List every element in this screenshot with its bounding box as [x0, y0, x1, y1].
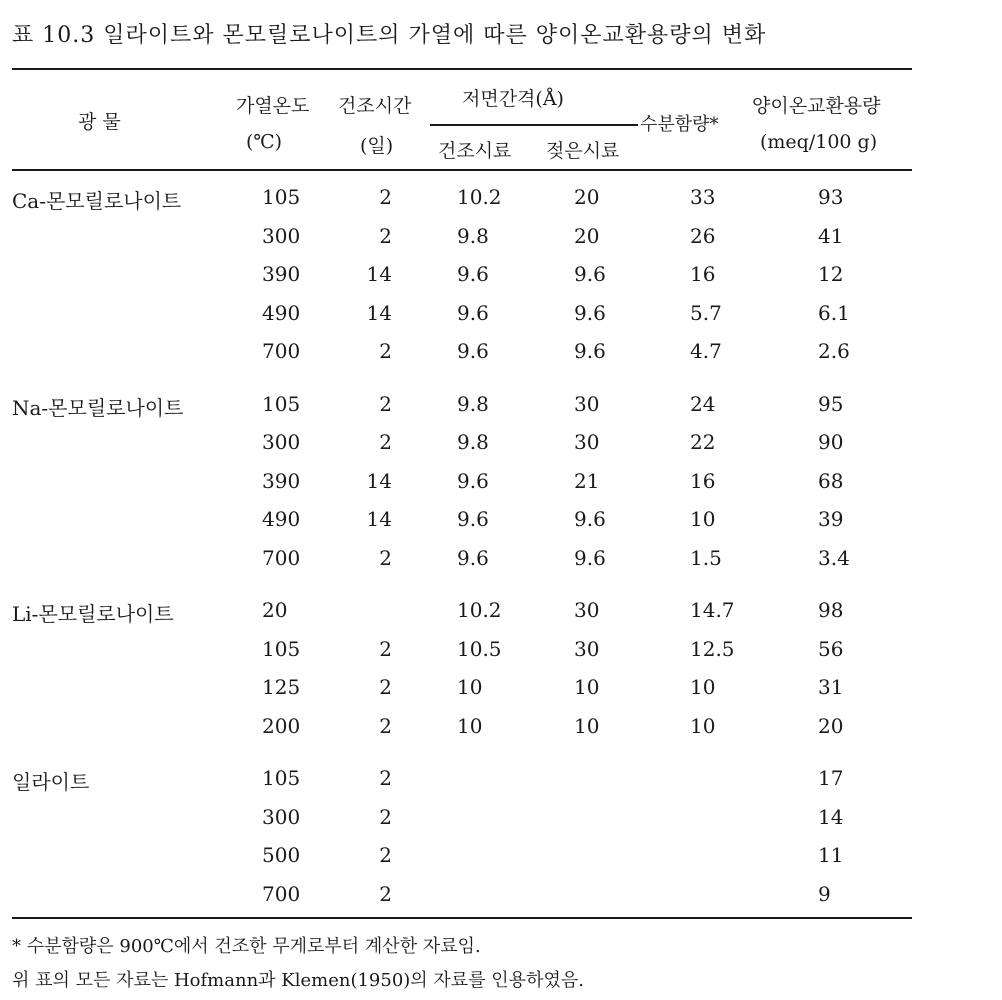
cell-wet: 30	[574, 598, 600, 622]
cell-cec: 20	[818, 713, 844, 738]
cell-time: 2	[379, 185, 392, 209]
cell-temp: 300	[262, 430, 301, 454]
cell-moisture: 33	[690, 185, 716, 209]
header-time-line1: 건조시간	[338, 95, 412, 117]
cell-moisture: 12.5	[690, 636, 735, 661]
mineral-label: 일라이트	[12, 770, 90, 794]
footnote-source: 위 표의 모든 자료는 Hofmann과 Klemen(1950)의 자료를 인용하였음.	[12, 970, 584, 991]
cell-temp: 125	[262, 675, 301, 699]
cell-temp: 105	[262, 766, 301, 790]
cell-wet: 9.6	[574, 545, 606, 570]
cell-cec: 41	[818, 223, 844, 248]
header-wet-sample: 젖은시료	[546, 140, 620, 162]
cell-temp: 500	[262, 843, 301, 867]
cell-time: 14	[366, 262, 392, 286]
cell-moisture: 1.5	[690, 545, 722, 570]
cell-moisture: 4.7	[690, 339, 722, 363]
cell-time: 2	[379, 675, 392, 699]
cell-moisture: 24	[690, 391, 716, 416]
top-rule	[12, 68, 912, 70]
cell-cec: 14	[818, 804, 844, 829]
table-title: 표 10.3 일라이트와 몬모릴로나이트의 가열에 따른 양이온교환용량의 변화	[12, 23, 767, 48]
cell-temp: 700	[262, 339, 301, 363]
footnote-moisture: * 수분함량은 900℃에서 건조한 무게로부터 계산한 자료임.	[12, 936, 481, 957]
header-cec-line2: (meq/100 g)	[760, 131, 878, 153]
header-mineral: 광 물	[78, 111, 121, 133]
cell-time: 2	[379, 223, 392, 248]
cell-dry: 9.6	[457, 339, 489, 363]
cell-time: 2	[379, 339, 392, 363]
header-spacing: 저면간격(Å)	[462, 88, 564, 110]
cell-time: 2	[379, 804, 392, 829]
header-rule	[12, 169, 912, 171]
mineral-label: Na-몬모릴로나이트	[12, 395, 184, 420]
cell-cec: 68	[818, 468, 844, 493]
cell-time: 14	[366, 507, 392, 531]
cell-temp: 490	[262, 507, 301, 531]
cell-moisture: 14.7	[690, 598, 735, 622]
cell-cec: 11	[818, 843, 844, 867]
cell-cec: 98	[818, 598, 844, 622]
cell-wet: 21	[574, 468, 600, 493]
cell-wet: 9.6	[574, 507, 606, 531]
cell-time: 2	[379, 713, 392, 738]
mineral-label: Ca-몬모릴로나이트	[12, 189, 182, 213]
cell-temp: 20	[262, 598, 288, 622]
header-cec-line1: 양이온교환용량	[752, 95, 881, 117]
cell-temp: 105	[262, 391, 301, 416]
header-temp-line2: (℃)	[246, 131, 283, 153]
cell-wet: 30	[574, 391, 600, 416]
cell-dry: 9.6	[457, 468, 489, 493]
cell-moisture: 16	[690, 262, 716, 286]
cell-wet: 9.6	[574, 339, 606, 363]
cell-moisture: 5.7	[690, 300, 722, 325]
cell-dry: 9.8	[457, 223, 489, 248]
cell-wet: 9.6	[574, 262, 606, 286]
cell-cec: 2.6	[818, 339, 850, 363]
cell-cec: 6.1	[818, 300, 850, 325]
cell-dry: 10.5	[457, 636, 502, 661]
cell-cec: 31	[818, 675, 844, 699]
mineral-label: Li-몬모릴로나이트	[12, 602, 174, 626]
cell-time: 2	[379, 430, 392, 454]
cell-dry: 9.6	[457, 507, 489, 531]
cell-wet: 30	[574, 636, 600, 661]
header-temp-line1: 가열온도	[236, 95, 310, 117]
cell-dry: 9.8	[457, 430, 489, 454]
cell-time: 2	[379, 545, 392, 570]
cell-cec: 12	[818, 262, 844, 286]
cell-time: 2	[379, 636, 392, 661]
cell-temp: 105	[262, 636, 301, 661]
cell-moisture: 10	[690, 507, 716, 531]
cell-dry: 9.6	[457, 262, 489, 286]
cell-time: 2	[379, 881, 392, 906]
cell-time: 2	[379, 766, 392, 790]
cell-cec: 95	[818, 391, 844, 416]
cell-temp: 300	[262, 223, 301, 248]
cell-moisture: 10	[690, 713, 716, 738]
cell-dry: 10	[457, 675, 483, 699]
cell-temp: 700	[262, 545, 301, 570]
cell-temp: 390	[262, 468, 301, 493]
header-moisture: 수분함량*	[640, 114, 719, 135]
cell-time: 2	[379, 391, 392, 416]
cell-temp: 105	[262, 185, 301, 209]
cell-temp: 390	[262, 262, 301, 286]
cell-moisture: 26	[690, 223, 716, 248]
cell-cec: 9	[818, 881, 831, 906]
cell-moisture: 10	[690, 675, 716, 699]
cell-dry: 9.6	[457, 545, 489, 570]
header-dry-sample: 건조시료	[438, 140, 512, 162]
cell-temp: 300	[262, 804, 301, 829]
cell-temp: 200	[262, 713, 301, 738]
cell-moisture: 16	[690, 468, 716, 493]
cell-temp: 700	[262, 881, 301, 906]
cell-wet: 10	[574, 675, 600, 699]
cell-cec: 39	[818, 507, 844, 531]
bottom-rule	[12, 917, 912, 919]
cell-temp: 490	[262, 300, 301, 325]
cell-wet: 9.6	[574, 300, 606, 325]
cell-cec: 56	[818, 636, 844, 661]
header-time-line2: (일)	[360, 135, 394, 157]
cell-cec: 3.4	[818, 545, 850, 570]
cell-cec: 90	[818, 430, 844, 454]
cell-wet: 20	[574, 185, 600, 209]
cell-time: 2	[379, 843, 392, 867]
cell-wet: 30	[574, 430, 600, 454]
cell-dry: 10	[457, 713, 483, 738]
cell-dry: 9.8	[457, 391, 489, 416]
cell-wet: 10	[574, 713, 600, 738]
cell-moisture: 22	[690, 430, 716, 454]
cell-dry: 9.6	[457, 300, 489, 325]
cell-wet: 20	[574, 223, 600, 248]
cell-cec: 17	[818, 766, 844, 790]
cell-time: 14	[366, 468, 392, 493]
spacing-subrule	[430, 124, 638, 126]
cell-cec: 93	[818, 185, 844, 209]
cell-time: 14	[366, 300, 392, 325]
cell-dry: 10.2	[457, 598, 502, 622]
cell-dry: 10.2	[457, 185, 502, 209]
